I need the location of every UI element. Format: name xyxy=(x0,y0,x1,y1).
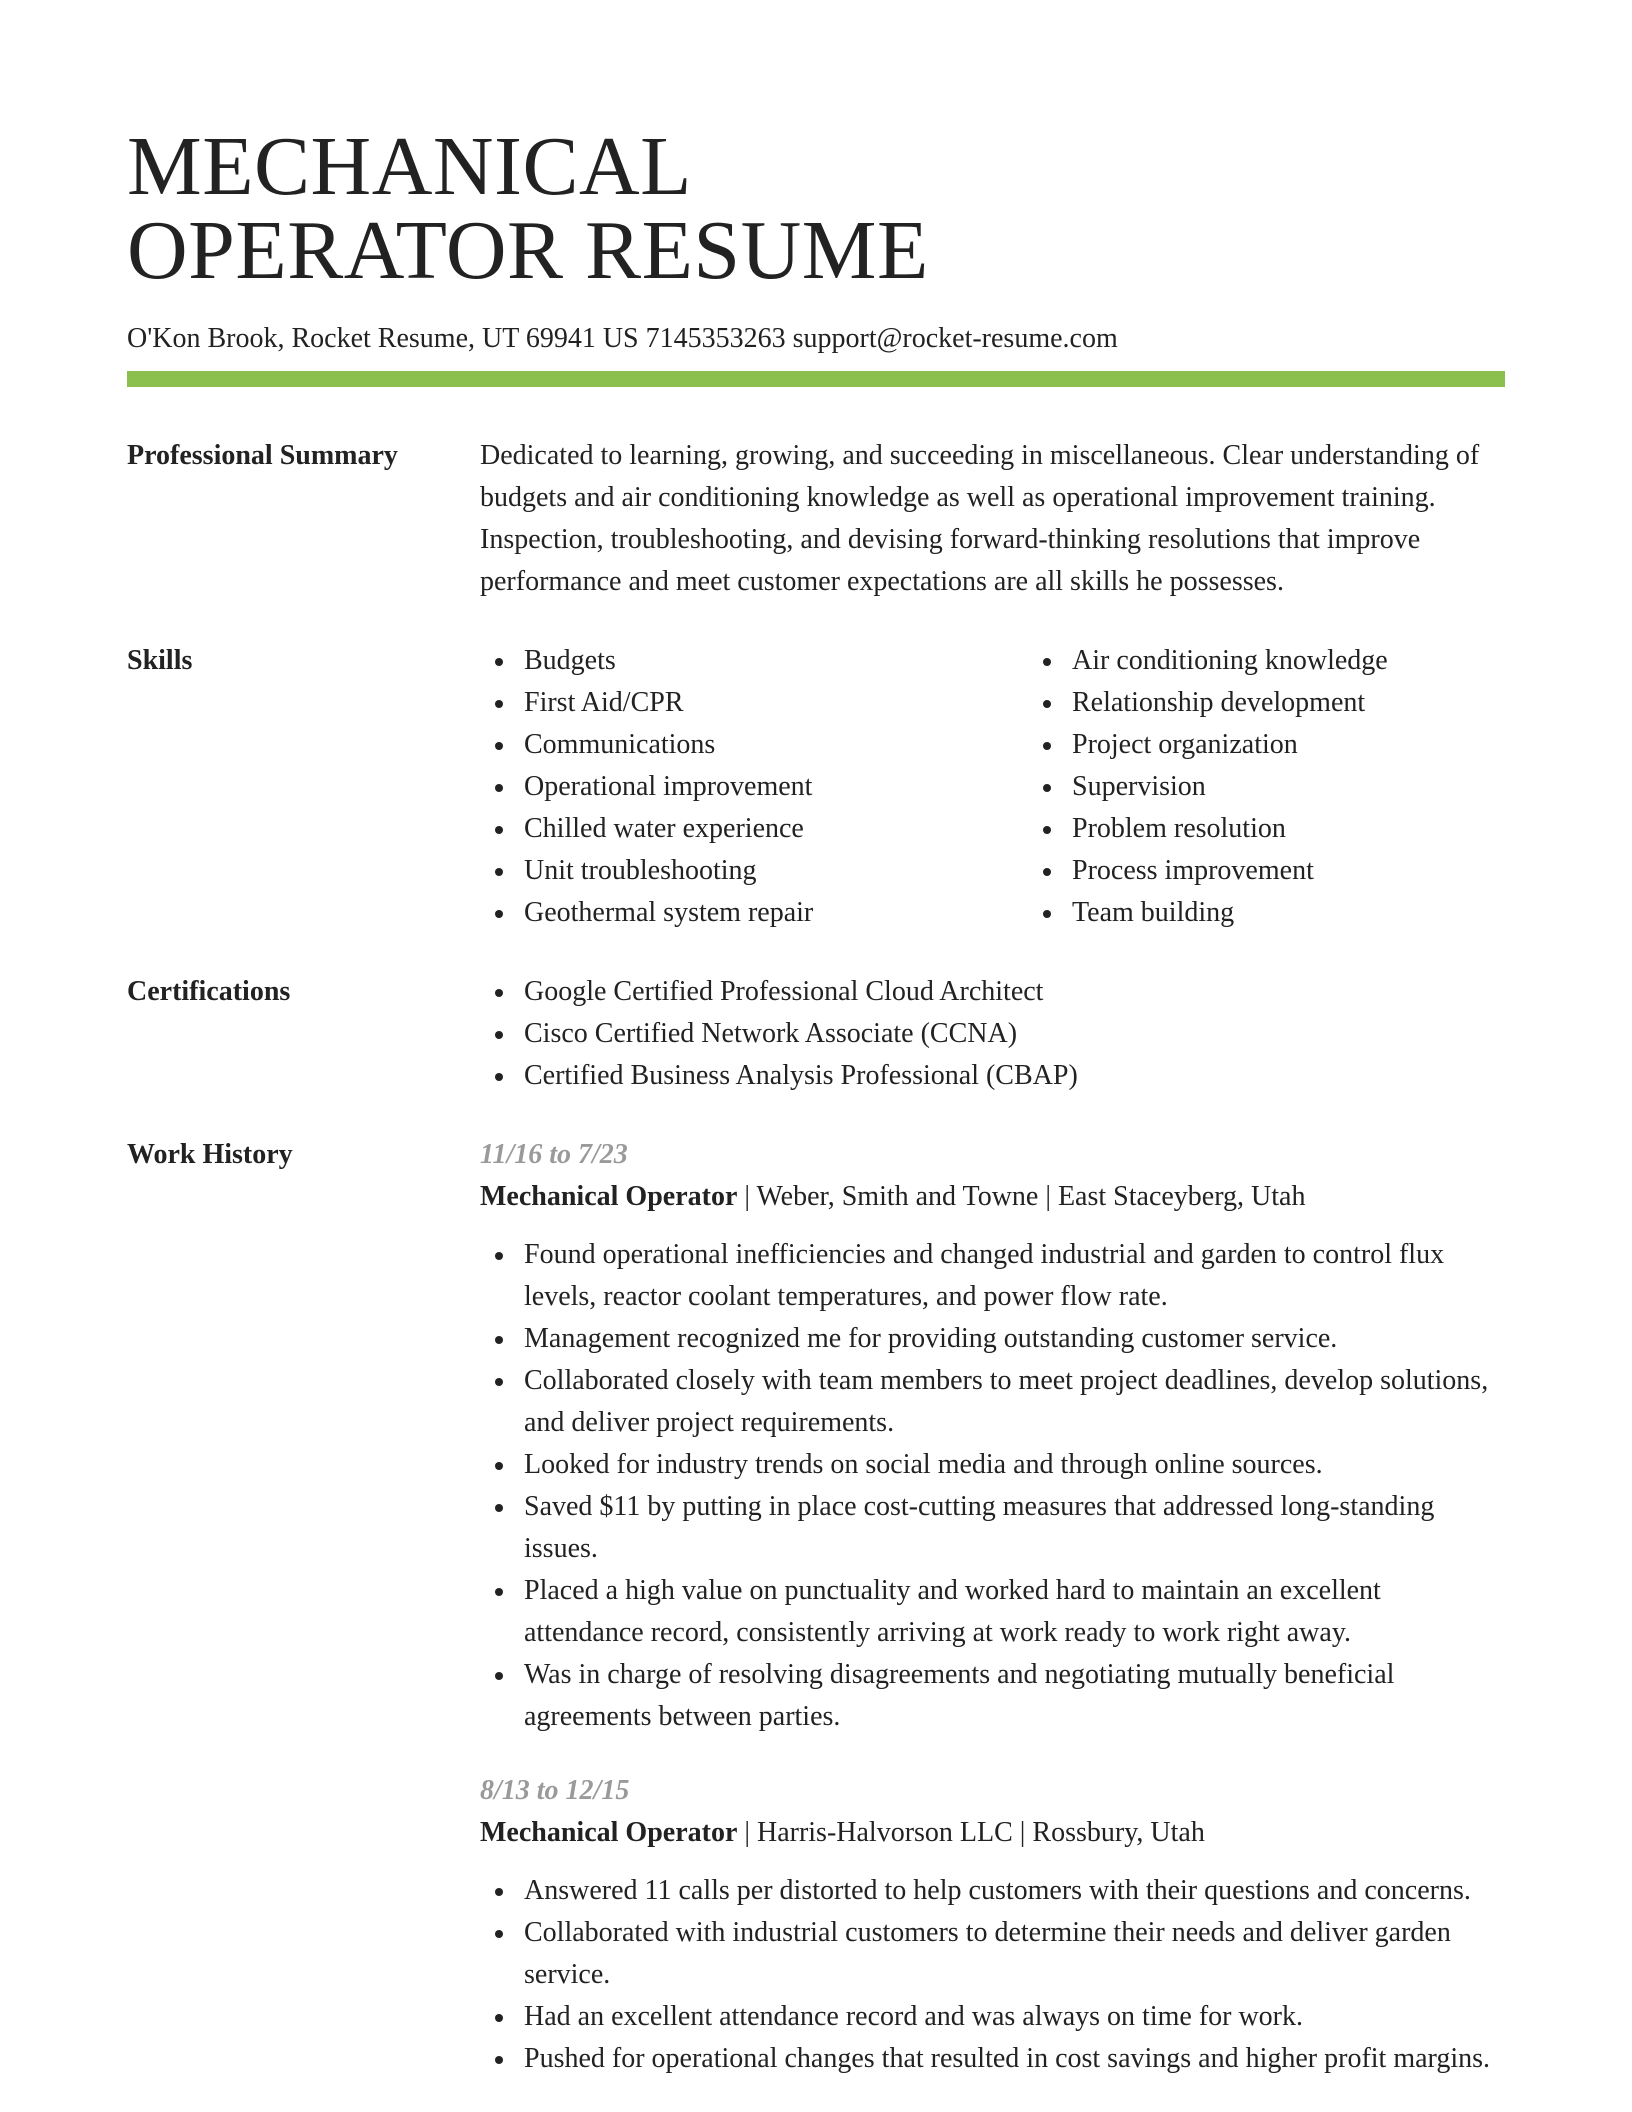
section-label-certifications: Certifications xyxy=(127,976,291,1007)
job-bullet: Found operational inefficiencies and changed industrial and garden to control flux levels, reactor coolant temperatures, and power flow rate. xyxy=(524,1234,1505,1318)
job-entry xyxy=(480,1134,1505,1738)
skill-item: Budgets xyxy=(524,640,1028,682)
contact-line: O'Kon Brook, Rocket Resume, UT 69941 US 7145353263 support@rocket-resume.com xyxy=(127,323,1118,354)
skill-item: Unit troubleshooting xyxy=(524,850,1028,892)
job-title: Mechanical Operator xyxy=(480,1817,738,1848)
job-dates: 11/16 to 7/23 xyxy=(480,1139,628,1170)
section-label-work-history: Work History xyxy=(127,1139,293,1170)
job-title: Mechanical Operator xyxy=(480,1181,738,1212)
job-bullet: Had an excellent attendance record and was always on time for work. xyxy=(524,1996,1505,2038)
certification-item: Google Certified Professional Cloud Architect xyxy=(524,971,1505,1013)
skill-item: Process improvement xyxy=(1072,850,1576,892)
skill-item: First Aid/CPR xyxy=(524,682,1028,724)
certifications-list xyxy=(480,971,1505,1097)
skill-item: Project organization xyxy=(1072,724,1576,766)
skill-item: Chilled water experience xyxy=(524,808,1028,850)
work-history-body xyxy=(480,1134,1505,2080)
skill-item: Team building xyxy=(1072,892,1576,934)
summary-text: Dedicated to learning, growing, and succeeding in miscellaneous. Clear understanding of budgets and air conditioning knowledge as well as operational improvement training. Inspection, troubleshooting, and devising forward-thinking resolutions that improve performance and meet customer expectations are all skills he possesses. xyxy=(480,440,1480,597)
skill-item: Air conditioning knowledge xyxy=(1072,640,1576,682)
summary-body xyxy=(480,435,1505,603)
section-label-skills: Skills xyxy=(127,645,193,676)
certification-item: Certified Business Analysis Professional (CBAP) xyxy=(524,1055,1505,1097)
skill-item: Supervision xyxy=(1072,766,1576,808)
job-bullet: Answered 11 calls per distorted to help customers with their questions and concerns. xyxy=(524,1870,1505,1912)
job-heading xyxy=(480,1176,1505,1218)
skill-item: Relationship development xyxy=(1072,682,1576,724)
job-bullets xyxy=(480,1870,1505,2080)
skill-item: Operational improvement xyxy=(524,766,1028,808)
accent-divider xyxy=(127,371,1505,387)
job-bullet: Was in charge of resolving disagreements and negotiating mutually beneficial agreements between parties. xyxy=(524,1654,1505,1738)
skill-item: Problem resolution xyxy=(1072,808,1576,850)
job-employer-location: | Weber, Smith and Towne | East Staceyberg, Utah xyxy=(737,1181,1306,1212)
job-bullet: Collaborated with industrial customers to determine their needs and deliver garden service. xyxy=(524,1912,1505,1996)
work-history-section xyxy=(127,1134,1505,2080)
job-dates: 8/13 to 12/15 xyxy=(480,1775,630,1806)
job-bullet: Collaborated closely with team members to meet project deadlines, develop solutions, and deliver project requirements. xyxy=(524,1360,1505,1444)
resume-title xyxy=(127,120,1505,297)
skills-column-1 xyxy=(480,640,1028,934)
skills-column-2 xyxy=(1028,640,1576,934)
job-bullet: Management recognized me for providing outstanding customer service. xyxy=(524,1318,1505,1360)
summary-section xyxy=(127,435,1505,603)
skills-body xyxy=(480,640,1576,934)
skill-item: Geothermal system repair xyxy=(524,892,1028,934)
job-heading xyxy=(480,1812,1505,1854)
job-bullet: Placed a high value on punctuality and worked hard to maintain an excellent attendance record, consistently arriving at work ready to work right away. xyxy=(524,1570,1505,1654)
certifications-section xyxy=(127,971,1505,1097)
skills-section xyxy=(127,640,1505,934)
job-bullets xyxy=(480,1234,1505,1738)
title-line-1: MECHANICAL xyxy=(127,120,692,213)
resume-page xyxy=(127,120,1505,2080)
job-employer-location: | Harris-Halvorson LLC | Rossbury, Utah xyxy=(737,1817,1205,1848)
job-bullet: Saved $11 by putting in place cost-cutting measures that addressed long-standing issues. xyxy=(524,1486,1505,1570)
job-entry xyxy=(480,1770,1505,2080)
title-line-2: OPERATOR RESUME xyxy=(127,204,929,297)
section-label-summary: Professional Summary xyxy=(127,440,398,471)
job-bullet: Pushed for operational changes that resulted in cost savings and higher profit margins. xyxy=(524,2038,1505,2080)
certification-item: Cisco Certified Network Associate (CCNA) xyxy=(524,1013,1505,1055)
skill-item: Communications xyxy=(524,724,1028,766)
job-bullet: Looked for industry trends on social media and through online sources. xyxy=(524,1444,1505,1486)
certifications-body xyxy=(480,971,1505,1097)
